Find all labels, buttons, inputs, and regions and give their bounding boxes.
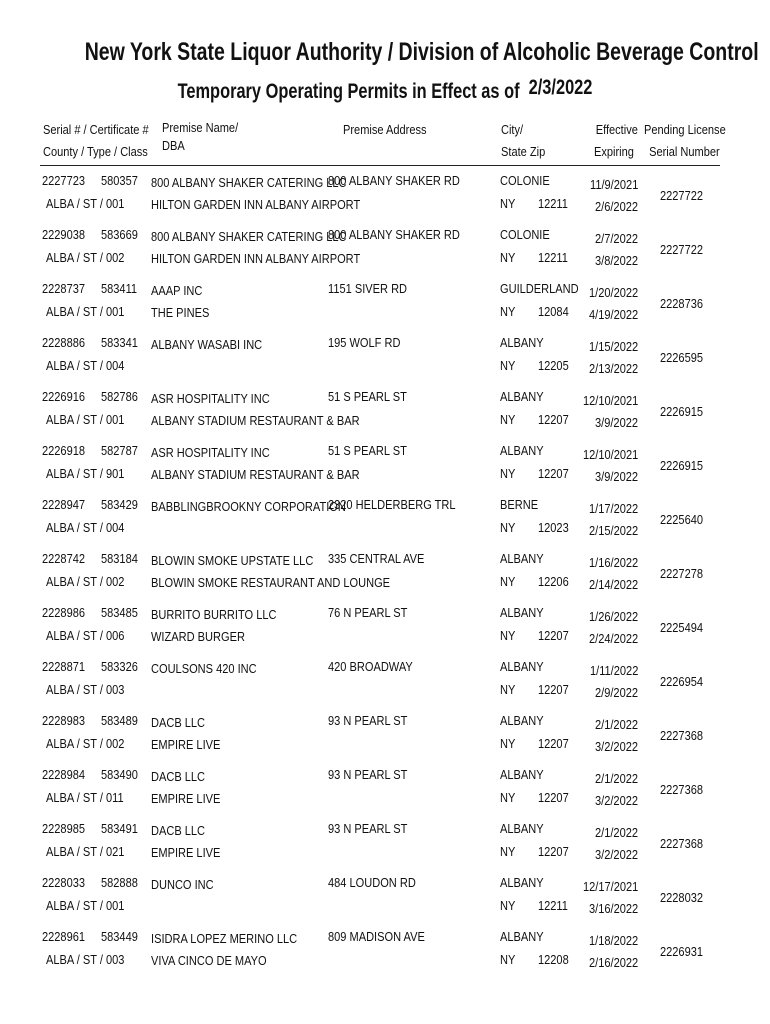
county-type-class: ALBA / ST / 002 [46,736,125,751]
pending-serial-number: 2226595 [660,350,704,365]
effective-date: 12/10/2021 [582,447,638,462]
serial-number: 2228033 [42,875,86,890]
certificate-number: 583489 [101,713,138,728]
premise-name: ALBANY WASABI INC [151,337,263,352]
state: NY [500,628,516,643]
dba-name-clip [151,629,327,647]
expiring-date: 3/9/2022 [594,469,638,484]
premise-name-clip [151,553,327,571]
col-header-premise-name-line1: Premise Name/ [162,120,239,135]
pending-serial-number: 2228736 [660,296,704,311]
dba-name-clip [151,251,361,269]
expiring-date: 2/14/2022 [588,577,638,592]
expiring-date: 2/9/2022 [594,685,638,700]
effective-date: 11/9/2021 [589,177,638,192]
dba-name-clip [151,197,361,215]
premise-name-clip [151,337,327,355]
city: GUILDERLAND [500,281,579,296]
serial-number: 2228737 [42,281,86,296]
dba-name: EMPIRE LIVE [151,791,221,806]
premise-address: 484 LOUDON RD [328,875,416,890]
city: COLONIE [500,173,550,188]
expiring-date: 2/13/2022 [588,361,638,376]
county-type-class: ALBA / ST / 001 [46,412,125,427]
premise-address: 2320 HELDERBERG TRL [328,497,456,512]
state: NY [500,196,516,211]
serial-number: 2228886 [42,335,86,350]
document-subtitle [85,76,686,104]
col-header-city-line2: State Zip [501,144,546,159]
premise-address: 51 S PEARL ST [328,443,407,458]
premise-name-clip [151,229,347,247]
premise-name-clip [151,391,327,409]
certificate-number: 583184 [101,551,138,566]
certificate-number: 583485 [101,605,138,620]
zip-code: 12207 [538,844,569,859]
state: NY [500,898,516,913]
premise-name-clip [151,877,327,895]
dba-name: BLOWIN SMOKE RESTAURANT AND LOUNGE [151,575,391,590]
pending-serial-number: 2227278 [660,566,704,581]
premise-name: BABBLINGBROOKNY CORPORATION [151,499,346,514]
zip-code: 12207 [538,466,569,481]
premise-name-clip [151,715,327,733]
city: ALBANY [500,659,544,674]
table-row [0,875,770,929]
premise-address: 800 ALBANY SHAKER RD [328,227,460,242]
premise-name: 800 ALBANY SHAKER CATERING LLC [151,175,347,190]
county-type-class: ALBA / ST / 901 [46,466,125,481]
col-header-serial-line2: County / Type / Class [43,144,148,159]
state: NY [500,790,516,805]
col-header-serial-line1: Serial # / Certificate # [43,122,149,137]
county-type-class: ALBA / ST / 021 [46,844,125,859]
pending-serial-number: 2226931 [660,944,704,959]
col-header-effective [594,119,638,163]
premise-name: COULSONS 420 INC [151,661,257,676]
certificate-number: 583491 [101,821,138,836]
dba-name: HILTON GARDEN INN ALBANY AIRPORT [151,197,361,212]
state: NY [500,466,516,481]
state: NY [500,952,516,967]
zip-code: 12207 [538,682,569,697]
county-type-class: ALBA / ST / 004 [46,520,125,535]
certificate-number: 582787 [101,443,138,458]
premise-address: 51 S PEARL ST [328,389,407,404]
document-title: New York State Liquor Authority / Division of Alcoholic Beverage Control [84,38,759,66]
premise-name-clip [151,607,327,625]
premise-name: ASR HOSPITALITY INC [151,391,270,406]
county-type-class: ALBA / ST / 001 [46,304,125,319]
certificate-number: 583326 [101,659,138,674]
city: COLONIE [500,227,550,242]
dba-name-clip [151,899,327,917]
county-type-class: ALBA / ST / 002 [46,250,125,265]
premise-name: BURRITO BURRITO LLC [151,607,277,622]
dba-name-clip [151,413,360,431]
premise-address: 800 ALBANY SHAKER RD [328,173,460,188]
city: ALBANY [500,713,544,728]
premise-name-clip [151,931,327,949]
serial-number: 2228983 [42,713,86,728]
zip-code: 12208 [538,952,569,967]
col-header-pending-line1: Pending License [644,122,726,137]
premise-address: 809 MADISON AVE [328,929,425,944]
premise-name-clip [151,283,327,301]
city: ALBANY [500,605,544,620]
zip-code: 12207 [538,412,569,427]
expiring-date: 3/9/2022 [594,415,638,430]
dba-name-clip [151,359,327,377]
state: NY [500,574,516,589]
pending-serial-number: 2227368 [660,728,704,743]
premise-name-clip [151,661,327,679]
certificate-number: 582888 [101,875,138,890]
expiring-date: 2/15/2022 [588,523,638,538]
pending-serial-number: 2227368 [660,836,704,851]
premise-name-clip [151,769,327,787]
dba-name: ALBANY STADIUM RESTAURANT & BAR [151,467,360,482]
expiring-date: 4/19/2022 [588,307,638,322]
certificate-number: 582786 [101,389,138,404]
county-type-class: ALBA / ST / 011 [46,790,124,805]
table-row [0,389,770,443]
state: NY [500,682,516,697]
premise-name: DACB LLC [151,769,206,784]
county-type-class: ALBA / ST / 002 [46,574,125,589]
expiring-date: 2/6/2022 [594,199,638,214]
city: ALBANY [500,875,544,890]
city: ALBANY [500,551,544,566]
premise-name: ASR HOSPITALITY INC [151,445,270,460]
effective-date: 1/17/2022 [588,501,638,516]
table-row [0,605,770,659]
certificate-number: 583669 [101,227,138,242]
effective-date: 1/20/2022 [588,285,638,300]
col-header-effective-line2: Expiring [594,144,634,159]
pending-serial-number: 2225640 [660,512,704,527]
pending-serial-number: 2226915 [660,404,704,419]
table-row [0,659,770,713]
pending-serial-number: 2227722 [660,242,704,257]
col-header-pending [644,119,726,163]
dba-name-clip [151,467,360,485]
zip-code: 12206 [538,574,569,589]
county-type-class: ALBA / ST / 006 [46,628,125,643]
premise-name: BLOWIN SMOKE UPSTATE LLC [151,553,314,568]
premise-name: DACB LLC [151,715,206,730]
premise-name: DUNCO INC [151,877,214,892]
city: ALBANY [500,821,544,836]
dba-name: HILTON GARDEN INN ALBANY AIRPORT [151,251,361,266]
certificate-number: 583490 [101,767,138,782]
dba-name: ALBANY STADIUM RESTAURANT & BAR [151,413,360,428]
premise-name-clip [151,445,327,463]
serial-number: 2228742 [42,551,86,566]
premise-name: 800 ALBANY SHAKER CATERING LLC [151,229,347,244]
col-header-city [501,119,545,163]
premise-address: 420 BROADWAY [328,659,413,674]
effective-date: 12/10/2021 [582,393,638,408]
pending-serial-number: 2225494 [660,620,704,635]
header-divider [40,165,720,166]
city: ALBANY [500,929,544,944]
report-date: 2/3/2022 [528,76,593,99]
effective-date: 2/1/2022 [594,717,638,732]
city: ALBANY [500,767,544,782]
county-type-class: ALBA / ST / 001 [46,898,125,913]
dba-name-clip [151,953,327,971]
state: NY [500,844,516,859]
state: NY [500,358,516,373]
serial-number: 2228984 [42,767,86,782]
premise-address: 1151 SIVER RD [328,281,408,296]
dba-name-clip [151,521,327,539]
state: NY [500,412,516,427]
dba-name: VIVA CINCO DE MAYO [151,953,267,968]
table-row [0,281,770,335]
state: NY [500,736,516,751]
expiring-date: 3/2/2022 [594,739,638,754]
premise-name: AAAP INC [151,283,203,298]
effective-date: 2/7/2022 [594,231,638,246]
expiring-date: 2/24/2022 [588,631,638,646]
certificate-number: 583411 [101,281,138,296]
dba-name-clip [151,575,391,593]
city: ALBANY [500,443,544,458]
county-type-class: ALBA / ST / 001 [46,196,125,211]
expiring-date: 3/2/2022 [594,793,638,808]
state: NY [500,250,516,265]
certificate-number: 583341 [101,335,138,350]
county-type-class: ALBA / ST / 004 [46,358,125,373]
premise-name: DACB LLC [151,823,206,838]
county-type-class: ALBA / ST / 003 [46,682,125,697]
effective-date: 1/18/2022 [588,933,638,948]
serial-number: 2228985 [42,821,86,836]
serial-number: 2228947 [42,497,86,512]
serial-number: 2226916 [42,389,86,404]
premise-address: 335 CENTRAL AVE [328,551,425,566]
zip-code: 12205 [538,358,569,373]
table-row [0,821,770,875]
col-header-premise-name [162,119,238,155]
effective-date: 1/16/2022 [588,555,638,570]
premise-address: 76 N PEARL ST [328,605,408,620]
col-header-city-line1: City/ [501,122,524,137]
table-row [0,227,770,281]
effective-date: 1/15/2022 [588,339,638,354]
county-type-class: ALBA / ST / 003 [46,952,125,967]
serial-number: 2229038 [42,227,86,242]
table-row [0,443,770,497]
effective-date: 1/11/2022 [589,663,638,678]
premise-address: 93 N PEARL ST [328,821,408,836]
zip-code: 12207 [538,628,569,643]
col-header-pending-line2: Serial Number [649,144,720,159]
city: BERNE [500,497,539,512]
dba-name-clip [151,737,327,755]
zip-code: 12211 [538,250,568,265]
state: NY [500,304,516,319]
col-header-premise-address: Premise Address [343,122,427,137]
pending-serial-number: 2228032 [660,890,704,905]
col-header-serial [43,119,149,163]
expiring-date: 3/16/2022 [588,901,638,916]
zip-code: 12211 [538,898,568,913]
table-row [0,335,770,389]
premise-address: 93 N PEARL ST [328,767,408,782]
dba-name-clip [151,845,327,863]
dba-name-clip [151,683,327,701]
zip-code: 12084 [538,304,569,319]
dba-name: THE PINES [151,305,210,320]
col-header-premise-name-line2: DBA [162,138,185,153]
serial-number: 2226918 [42,443,86,458]
zip-code: 12207 [538,790,569,805]
dba-name-clip [151,791,327,809]
zip-code: 12211 [538,196,568,211]
certificate-number: 583449 [101,929,138,944]
dba-name: WIZARD BURGER [151,629,245,644]
premise-address: 93 N PEARL ST [328,713,408,728]
zip-code: 12023 [538,520,569,535]
table-row [0,713,770,767]
effective-date: 2/1/2022 [594,825,638,840]
pending-serial-number: 2226954 [660,674,704,689]
serial-number: 2228961 [42,929,86,944]
table-row [0,497,770,551]
serial-number: 2227723 [42,173,86,188]
table-row [0,929,770,983]
pending-serial-number: 2227368 [660,782,704,797]
city: ALBANY [500,389,544,404]
serial-number: 2228871 [42,659,86,674]
dba-name: EMPIRE LIVE [151,845,221,860]
effective-date: 2/1/2022 [594,771,638,786]
expiring-date: 3/2/2022 [594,847,638,862]
expiring-date: 2/16/2022 [588,955,638,970]
dba-name: EMPIRE LIVE [151,737,221,752]
premise-address: 195 WOLF RD [328,335,401,350]
premise-name-clip [151,499,346,517]
certificate-number: 583429 [101,497,138,512]
certificate-number: 580357 [101,173,138,188]
zip-code: 12207 [538,736,569,751]
state: NY [500,520,516,535]
subtitle-text: Temporary Operating Permits in Effect as of [177,80,520,103]
dba-name-clip [151,305,327,323]
premise-name-clip [151,823,327,841]
table-row [0,767,770,821]
col-header-effective-line1: Effective [595,122,638,137]
table-row [0,551,770,605]
pending-serial-number: 2227722 [660,188,704,203]
table-row [0,173,770,227]
premise-name-clip [151,175,347,193]
serial-number: 2228986 [42,605,86,620]
effective-date: 1/26/2022 [588,609,638,624]
expiring-date: 3/8/2022 [594,253,638,268]
pending-serial-number: 2226915 [660,458,704,473]
effective-date: 12/17/2021 [582,879,638,894]
city: ALBANY [500,335,544,350]
premise-name: ISIDRA LOPEZ MERINO LLC [151,931,298,946]
